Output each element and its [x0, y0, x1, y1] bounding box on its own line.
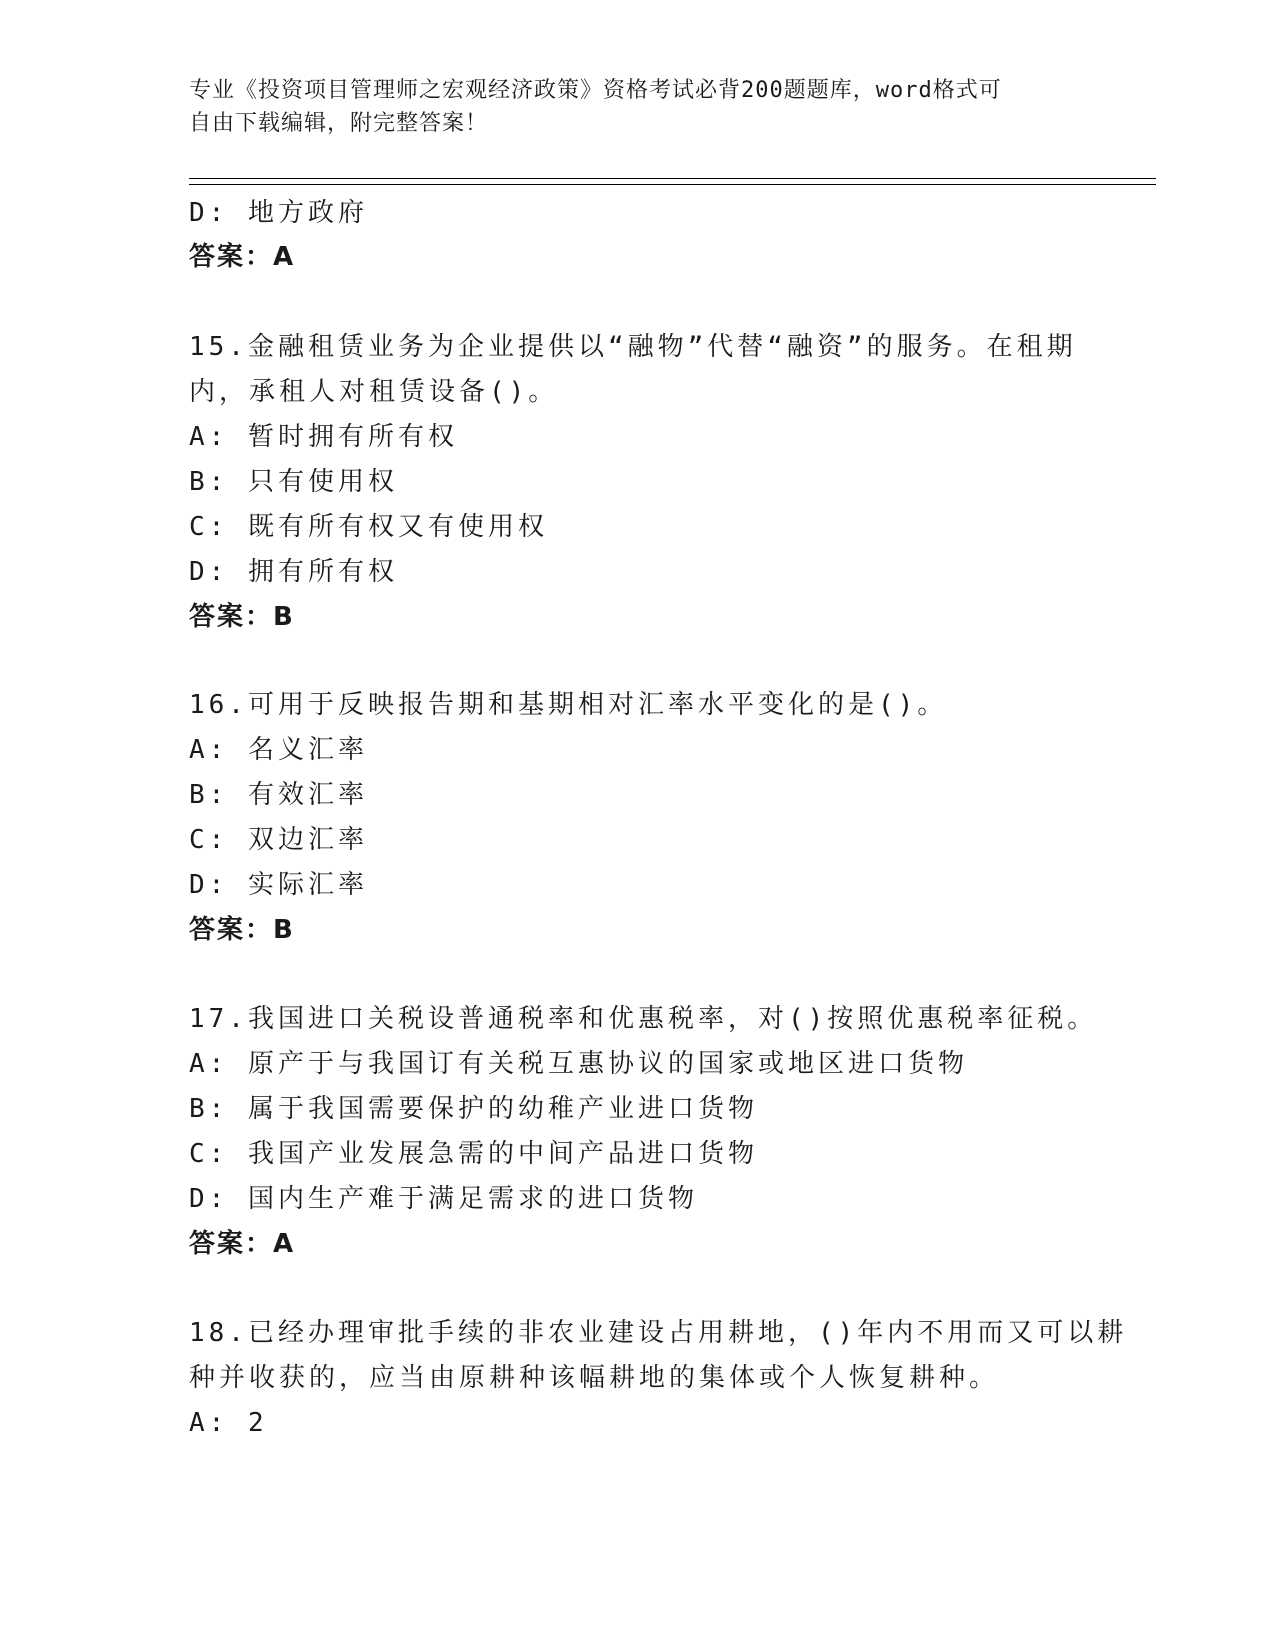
q17-stem: 17.我国进口关税设普通税率和优惠税率，对()按照优惠税率征税。: [189, 1004, 1098, 1034]
q16-option-c: C: 双边汇率: [189, 825, 368, 855]
q18-option-a: A: 2: [189, 1408, 268, 1438]
q17-option-d: D: 国内生产难于满足需求的进口货物: [189, 1184, 698, 1214]
document-header: [189, 74, 1089, 140]
q15-stem-line-2: 内，承租人对租赁设备()。: [189, 377, 559, 407]
q15-answer: 答案：B: [189, 602, 295, 632]
q16-answer: 答案：B: [189, 915, 295, 945]
q16-option-a: A: 名义汇率: [189, 735, 368, 765]
q17-option-b: B: 属于我国需要保护的幼稚产业进口货物: [189, 1094, 758, 1124]
q17-option-a: A: 原产于与我国订有关税互惠协议的国家或地区进口货物: [189, 1049, 968, 1079]
header-line-1: 专业《投资项目管理师之宏观经济政策》资格考试必背200题题库，word格式可: [189, 78, 1002, 103]
q14-option-d: D: 地方政府: [189, 198, 368, 228]
header-divider-top: [189, 178, 1156, 179]
q15-stem-line-1: 15.金融租赁业务为企业提供以“融物”代替“融资”的服务。在租期: [189, 332, 1077, 362]
q15-option-b: B: 只有使用权: [189, 467, 398, 497]
q16-stem: 16.可用于反映报告期和基期相对汇率水平变化的是()。: [189, 690, 948, 720]
header-line-2: 自由下载编辑，附完整答案！: [189, 111, 489, 136]
q17-option-c: C: 我国产业发展急需的中间产品进口货物: [189, 1139, 758, 1169]
q15-option-d: D: 拥有所有权: [189, 557, 398, 587]
q14-answer: 答案：A: [189, 242, 296, 272]
q15-option-a: A: 暂时拥有所有权: [189, 422, 458, 452]
q16-option-d: D: 实际汇率: [189, 870, 368, 900]
q15-option-c: C: 既有所有权又有使用权: [189, 512, 548, 542]
q16-option-b: B: 有效汇率: [189, 780, 368, 810]
q18-stem-line-2: 种并收获的，应当由原耕种该幅耕地的集体或个人恢复耕种。: [189, 1363, 1000, 1393]
q17-answer: 答案：A: [189, 1229, 296, 1259]
q18-stem-line-1: 18.已经办理审批手续的非农业建设占用耕地，()年内不用而又可以耕: [189, 1318, 1128, 1348]
header-divider-bottom: [189, 184, 1156, 185]
